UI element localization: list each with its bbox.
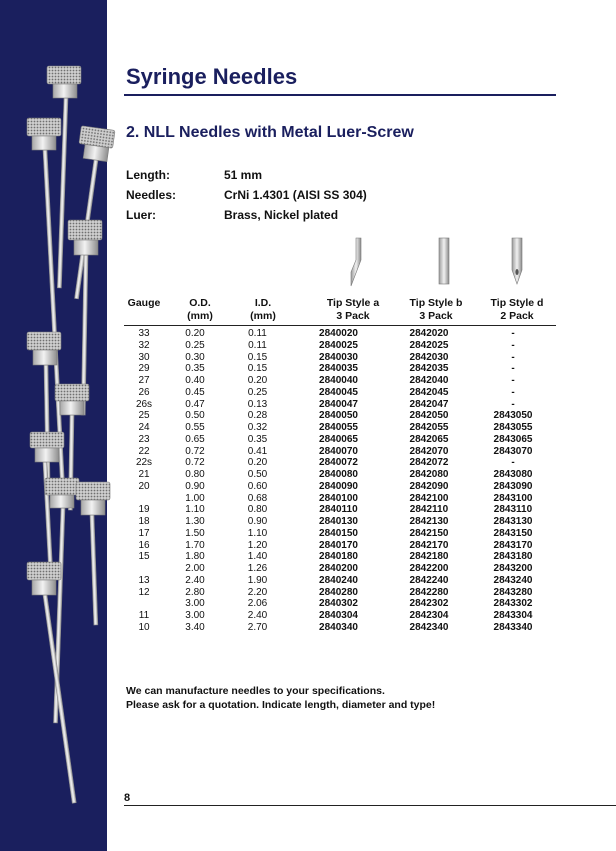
table-cell: 13 [138, 574, 150, 586]
table-cell: 2842045 [409, 386, 449, 398]
tip-style-d-icon [506, 236, 528, 288]
header-line2: (mm) [250, 310, 276, 322]
table-cell: 2843302 [493, 598, 533, 610]
spec-label: Needles: [126, 188, 177, 202]
header-line1: Tip Style d [490, 297, 544, 309]
table-cell: 0.68 [247, 492, 268, 504]
table-cell: 2842055 [409, 422, 449, 433]
table-cell: 2840100 [319, 492, 358, 504]
header-line2: 3 Pack [419, 310, 453, 322]
table-cell: 2840080 [319, 469, 358, 480]
table-cell: 1.70 [185, 539, 205, 551]
table-cell: 2840055 [319, 422, 358, 433]
header-tip-a [318, 297, 388, 323]
table-cell [124, 493, 164, 505]
page-title: Syringe Needles [126, 64, 298, 89]
table-cell: 18 [138, 516, 150, 527]
table-cell: 25 [138, 410, 150, 422]
table-cell: 2.70 [247, 621, 268, 633]
table-row [124, 528, 556, 540]
table-row [124, 352, 556, 364]
spec-value: CrNi 1.4301 (AISI SS 304) [224, 188, 367, 202]
table-cell: 1.10 [247, 527, 268, 539]
table-cell: 0.25 [247, 386, 268, 398]
table-cell: 2842050 [409, 410, 449, 422]
table-cell: 1.20 [247, 539, 268, 551]
table-cell: - [511, 457, 515, 469]
table-cell: 2843070 [493, 445, 533, 457]
table-cell: 2843100 [493, 492, 533, 504]
spec-label: Luer: [126, 208, 156, 222]
table-cell: 2843080 [493, 469, 533, 480]
spec-row-needles [126, 188, 367, 202]
table-cell: 2840050 [319, 410, 358, 422]
table-cell: 0.72 [185, 457, 205, 469]
table-cell: 2843240 [493, 574, 533, 586]
table-cell: 2842035 [409, 363, 449, 375]
footer-divider [124, 805, 616, 806]
table-cell: - [511, 398, 515, 410]
table-cell: 0.47 [185, 398, 205, 410]
table-cell: 2843110 [493, 504, 533, 516]
table-cell: 16 [138, 539, 150, 551]
table-row [124, 387, 556, 399]
table-cell: 0.20 [247, 457, 268, 469]
table-cell: 0.80 [247, 504, 268, 516]
table-row [124, 504, 556, 516]
table-cell: 26 [138, 386, 150, 398]
table-cell: 2842304 [409, 610, 449, 621]
header-tip-b [400, 297, 472, 323]
table-cell: 22s [135, 457, 153, 469]
table-cell: 10 [138, 621, 150, 633]
table-cell: 2843130 [493, 516, 533, 527]
table-cell: 2.20 [247, 586, 268, 598]
section-title: 2. NLL Needles with Metal Luer-Screw [126, 124, 414, 141]
table-cell: 0.50 [185, 410, 205, 422]
spec-value: Brass, Nickel plated [224, 208, 339, 222]
table-cell: 2840170 [319, 539, 358, 551]
table-cell: 33 [138, 328, 150, 339]
table-row [124, 422, 556, 434]
table-cell: 0.11 [248, 328, 267, 339]
table-cell: - [511, 351, 515, 363]
table-cell: 2842110 [409, 504, 449, 516]
table-cell: 2843280 [493, 586, 533, 598]
table-cell: 2842240 [409, 574, 449, 586]
table-cell: 32 [138, 339, 150, 351]
table-row [124, 457, 556, 469]
table-row [124, 622, 556, 634]
tip-style-a-icon [344, 236, 366, 288]
table-cell: 2840302 [319, 598, 358, 610]
table-row [124, 375, 556, 387]
table-cell: 0.40 [185, 375, 205, 386]
table-cell: 2.40 [247, 610, 268, 621]
header-line2: 3 Pack [336, 310, 370, 322]
table-cell: 2840200 [319, 563, 358, 574]
table-cell: 0.72 [185, 445, 205, 457]
table-cell: 3.40 [185, 621, 205, 633]
table-row [124, 587, 556, 599]
table-cell: - [511, 386, 515, 398]
table-row [124, 469, 556, 481]
table-cell: 0.45 [185, 386, 205, 398]
table-cell: 23 [138, 433, 150, 445]
table-cell: 2842040 [409, 375, 449, 386]
table-cell: 0.13 [247, 398, 268, 410]
table-cell: 2840065 [319, 433, 358, 445]
table-cell: 11 [138, 610, 150, 621]
spec-value: 51 mm [224, 168, 263, 182]
table-cell: 0.15 [247, 351, 268, 363]
table-cell: 0.65 [185, 433, 205, 445]
table-cell: 2840025 [319, 339, 358, 351]
header-line1: Tip Style b [409, 297, 463, 309]
table-cell: 1.26 [247, 563, 268, 574]
syringe-needle-illustration-icon [0, 0, 130, 851]
table-cell: 2842025 [409, 339, 449, 351]
table-row [124, 410, 556, 422]
table-cell: 2842070 [409, 445, 449, 457]
table-cell: 1.30 [185, 516, 205, 527]
table-cell: 2843150 [493, 527, 533, 539]
table-row [124, 328, 556, 340]
table-cell: 0.28 [247, 410, 268, 422]
table-cell: 2.00 [185, 563, 205, 574]
table-cell: 2842047 [409, 398, 449, 410]
table-cell: 0.60 [247, 480, 268, 492]
table-cell: 2840150 [319, 527, 358, 539]
header-divider [124, 325, 556, 326]
table-cell: - [511, 375, 515, 386]
table-cell: 26s [135, 398, 153, 410]
table-cell: 2840070 [319, 445, 358, 457]
table-row [124, 575, 556, 587]
table-cell: 2843180 [493, 551, 533, 563]
table-cell: 2840180 [319, 551, 358, 563]
table-cell: 2840020 [319, 328, 358, 339]
table-cell: 2842020 [409, 328, 449, 339]
table-cell: 2843340 [493, 621, 533, 633]
table-cell: 0.90 [185, 480, 205, 492]
table-row [124, 551, 556, 563]
table-cell: 0.55 [185, 422, 205, 433]
table-cell: 17 [138, 527, 150, 539]
table-cell: 2842200 [409, 563, 449, 574]
needle-table [124, 328, 556, 634]
table-cell: 2840304 [319, 610, 358, 621]
title-divider [124, 94, 556, 96]
table-cell: 21 [138, 469, 150, 480]
table-cell: 0.15 [247, 363, 268, 375]
table-cell: 2843170 [493, 539, 533, 551]
table-cell: 22 [138, 445, 150, 457]
spec-row-length [126, 168, 262, 182]
table-row [124, 493, 556, 505]
tip-style-b-icon [433, 236, 455, 288]
table-cell: 2843055 [493, 422, 533, 433]
table-row [124, 434, 556, 446]
header-id [237, 297, 289, 323]
table-row [124, 363, 556, 375]
table-cell: 29 [138, 363, 150, 375]
table-cell: 0.35 [247, 433, 268, 445]
table-cell: 2843090 [493, 480, 533, 492]
table-cell: 2.80 [185, 586, 205, 598]
table-cell: 2842340 [409, 621, 449, 633]
table-cell: 3.00 [185, 610, 205, 621]
header-line1: Gauge [127, 297, 161, 309]
table-cell: 0.32 [247, 422, 268, 433]
page-number: 8 [124, 792, 131, 804]
spec-label: Length: [126, 168, 170, 182]
table-row [124, 516, 556, 528]
table-row [124, 481, 556, 493]
table-cell: 2840280 [319, 586, 358, 598]
table-cell: 2840090 [319, 480, 358, 492]
table-cell: 1.10 [185, 504, 205, 516]
table-cell: 2843065 [493, 433, 533, 445]
table-cell: 2840040 [319, 375, 358, 386]
table-row [124, 563, 556, 575]
table-cell: 1.00 [185, 492, 205, 504]
table-cell: 0.80 [185, 469, 205, 480]
table-cell: 2840340 [319, 621, 358, 633]
table-cell: 0.41 [247, 445, 268, 457]
table-cell: 2840047 [319, 398, 358, 410]
table-cell: 0.11 [248, 339, 267, 351]
table-cell: 2842090 [409, 480, 449, 492]
table-cell: 15 [138, 551, 150, 563]
table-cell: 30 [138, 351, 150, 363]
table-cell: 2840030 [319, 351, 358, 363]
table-cell: 2842130 [409, 516, 449, 527]
header-line1: Tip Style a [326, 297, 380, 309]
table-cell: 2840240 [319, 574, 358, 586]
table-row [124, 340, 556, 352]
table-cell: 0.20 [185, 328, 205, 339]
table-cell: 2840072 [319, 457, 358, 469]
table-cell: 2840035 [319, 363, 358, 375]
table-cell: 12 [138, 586, 150, 598]
table-cell: 2842065 [409, 433, 449, 445]
table-cell: 2.06 [247, 598, 268, 610]
table-cell: 1.80 [185, 551, 205, 563]
table-cell: - [511, 363, 515, 375]
header-gauge [124, 297, 164, 310]
table-row [124, 540, 556, 552]
table-cell: 19 [138, 504, 150, 516]
table-cell: 0.20 [247, 375, 268, 386]
table-cell: 0.50 [247, 469, 268, 480]
table-cell: 1.90 [247, 574, 268, 586]
table-cell [124, 598, 164, 610]
table-cell [124, 563, 164, 575]
table-cell: 2842302 [409, 598, 449, 610]
table-cell: 0.35 [185, 363, 205, 375]
table-cell: 2842280 [409, 586, 449, 598]
table-cell: 2843304 [493, 610, 533, 621]
custom-order-note [126, 684, 435, 712]
header-line1: I.D. [254, 297, 272, 309]
table-cell: 2842170 [409, 539, 449, 551]
table-cell: 3.00 [185, 598, 205, 610]
table-row [124, 598, 556, 610]
table-cell: 2840130 [319, 516, 358, 527]
header-line1: O.D. [189, 297, 211, 309]
table-cell: - [511, 339, 515, 351]
table-cell: 2840045 [319, 386, 358, 398]
table-cell: 2842100 [409, 492, 449, 504]
table-cell: 2840110 [319, 504, 358, 516]
note-line: Please ask for a quotation. Indicate length, diameter and type! [126, 699, 436, 711]
table-cell: 24 [138, 422, 150, 433]
table-cell: 1.50 [185, 527, 205, 539]
table-cell: 1.40 [247, 551, 268, 563]
header-line2: 2 Pack [500, 310, 534, 322]
table-cell: 0.25 [185, 339, 205, 351]
header-od [174, 297, 226, 323]
table-row [124, 399, 556, 411]
table-cell: 2842180 [409, 551, 449, 563]
table-row [124, 446, 556, 458]
table-cell: 20 [138, 480, 150, 492]
table-cell: 0.30 [185, 351, 205, 363]
table-cell: 2842080 [409, 469, 449, 480]
table-cell: 2.40 [185, 574, 205, 586]
table-cell: 0.90 [247, 516, 268, 527]
header-tip-d [480, 297, 554, 323]
table-cell: 27 [138, 375, 150, 386]
header-line2: (mm) [187, 310, 213, 322]
table-cell: 2843200 [493, 563, 533, 574]
table-cell: 2842072 [409, 457, 449, 469]
table-cell: - [511, 328, 515, 339]
table-cell: 2842150 [409, 527, 449, 539]
spec-row-luer [126, 208, 338, 222]
table-cell: 2842030 [409, 351, 449, 363]
table-cell: 2843050 [493, 410, 533, 422]
table-row [124, 610, 556, 622]
note-line: We can manufacture needles to your specifications. [126, 685, 385, 697]
